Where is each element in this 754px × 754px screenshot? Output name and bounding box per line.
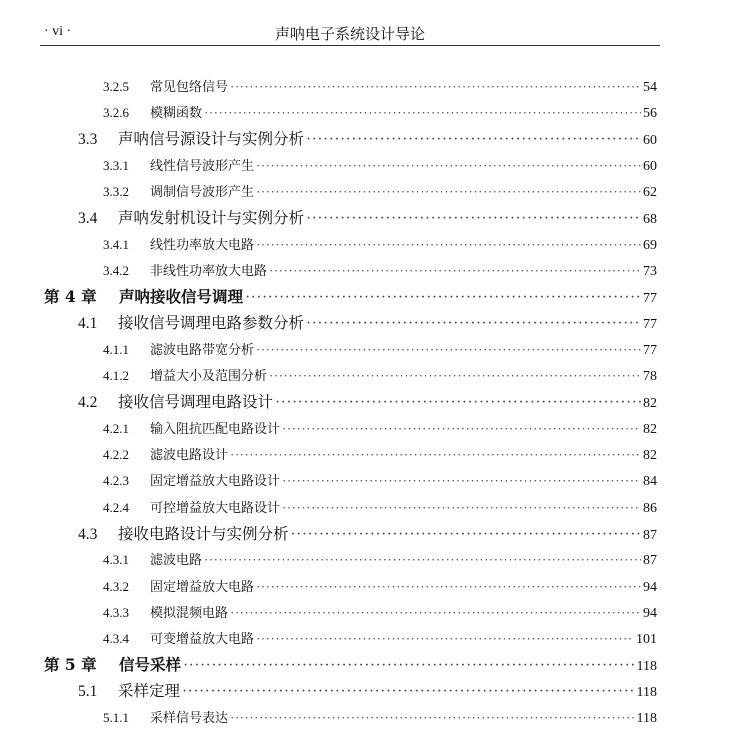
toc-dot-leader [183, 657, 635, 675]
toc-entry [44, 653, 657, 675]
toc-entry [44, 285, 657, 307]
toc-entry [103, 497, 657, 519]
toc-entry [78, 311, 657, 333]
toc-entry-title: 模拟混频电路 [150, 606, 229, 621]
toc-entry-number: 4.3.3 [103, 605, 129, 620]
toc-entry-title: 输入阻抗匹配电路设计 [150, 422, 281, 437]
toc-entry [103, 339, 657, 361]
toc-dot-leader [230, 79, 641, 95]
toc-entry-title: 调制信号波形产生 [150, 185, 255, 200]
toc-entry-title: 声呐接收信号调理 [119, 287, 244, 306]
toc-entry [78, 206, 657, 228]
toc-dot-leader [256, 631, 634, 647]
toc-entry-number: 第 5 章 [44, 655, 97, 674]
toc-entry-page: 118 [636, 659, 657, 674]
toc-entry-page: 82 [643, 396, 657, 411]
toc-entry [103, 444, 657, 466]
toc-entry [78, 679, 657, 701]
toc-dot-leader [256, 342, 641, 358]
toc-entry [103, 260, 657, 282]
toc-entry-title: 模糊函数 [150, 106, 203, 121]
toc-entry-page: 77 [643, 317, 657, 332]
toc-dot-leader [256, 579, 641, 595]
toc-entry-page: 82 [643, 422, 657, 437]
toc-entry [103, 549, 657, 571]
toc-dot-leader [269, 263, 641, 279]
toc-entry-title: 滤波电路设计 [150, 448, 229, 463]
toc-entry-number: 3.3.1 [103, 158, 129, 173]
toc-entry-title: 接收电路设计与实例分析 [118, 525, 289, 543]
toc-entry-number: 4.2.4 [103, 500, 129, 515]
toc-entry-number: 3.4.1 [103, 237, 129, 252]
toc-entry-number: 4.3.4 [103, 631, 129, 646]
toc-entry-page: 78 [643, 369, 657, 384]
toc-entry-page: 60 [643, 159, 657, 174]
toc-dot-leader [204, 552, 641, 568]
toc-dot-leader [282, 473, 641, 489]
toc-dot-leader [306, 315, 641, 333]
toc-entry-number: 4.1 [78, 315, 98, 332]
toc-entry-page: 94 [643, 606, 657, 621]
toc-dot-leader [230, 710, 635, 726]
toc-entry-number: 5.1.1 [103, 710, 129, 725]
toc-entry [78, 390, 657, 412]
toc-entry-number: 3.2.6 [103, 105, 129, 120]
toc-dot-leader [204, 105, 641, 121]
toc-entry-number: 4.3 [78, 526, 98, 543]
toc-entry [103, 234, 657, 256]
toc-entry-page: 69 [643, 238, 657, 253]
toc-entry-title: 滤波电路带宽分析 [150, 343, 255, 358]
toc-dot-leader [282, 421, 641, 437]
toc-entry-page: 87 [643, 553, 657, 568]
toc-entry-title: 增益大小及范围分析 [150, 369, 268, 384]
toc-entry-page: 73 [643, 264, 657, 279]
toc-entry-title: 滤波电路 [150, 553, 203, 568]
toc-entry [103, 576, 657, 598]
toc-entry-number: 5.1 [78, 683, 98, 700]
header-book-title: 声呐电子系统设计导论 [274, 25, 425, 43]
toc-entry-page: 82 [643, 448, 657, 463]
toc-entry-page: 77 [643, 343, 657, 358]
toc-entry-page: 118 [636, 685, 657, 700]
toc-entry-number: 4.3.2 [103, 579, 129, 594]
toc-entry-number: 3.3.2 [103, 184, 129, 199]
toc-entry [103, 155, 657, 177]
toc-dot-leader [269, 368, 641, 384]
toc-entry [103, 76, 657, 98]
toc-entry-number: 3.2.5 [103, 79, 129, 94]
toc-entry-title: 接收信号调理电路设计 [118, 393, 274, 411]
toc-entry-title: 声呐发射机设计与实例分析 [118, 209, 305, 227]
toc-dot-leader [256, 158, 641, 174]
toc-dot-leader [256, 237, 641, 253]
toc-dot-leader [230, 605, 641, 621]
toc-entry-title: 采样定理 [118, 682, 181, 700]
toc-dot-leader [182, 683, 635, 701]
header-page-number: · vi · [44, 24, 72, 39]
toc-dot-leader [245, 289, 641, 307]
toc-entry [78, 127, 657, 149]
toc-entry-title: 常见包络信号 [150, 80, 229, 95]
toc-entry-number: 4.2 [78, 394, 98, 411]
toc-entry-number: 4.2.1 [103, 421, 129, 436]
toc-entry [103, 628, 657, 650]
toc-entry-page: 60 [643, 133, 657, 148]
toc-entry-page: 94 [643, 580, 657, 595]
toc-entry-number: 3.4.2 [103, 263, 129, 278]
toc-entry-title: 声呐信号源设计与实例分析 [118, 130, 305, 148]
toc-entry [103, 102, 657, 124]
toc-entry-title: 可控增益放大电路设计 [150, 501, 281, 516]
toc-dot-leader [306, 131, 641, 149]
toc-entry-number: 4.1.2 [103, 368, 129, 383]
toc-entry-page: 54 [643, 80, 657, 95]
toc-entry-page: 56 [643, 106, 657, 121]
toc-entry [103, 470, 657, 492]
toc-dot-leader [306, 210, 641, 228]
toc-entry [78, 522, 657, 544]
toc-entry-page: 62 [643, 185, 657, 200]
toc-entry-title: 固定增益放大电路设计 [150, 474, 281, 489]
toc-entry-title: 采样信号表达 [150, 711, 229, 726]
toc-dot-leader [230, 447, 641, 463]
toc-entry-title: 线性信号波形产生 [150, 159, 255, 174]
toc-dot-leader [275, 394, 641, 412]
toc-entry-page: 87 [643, 528, 657, 543]
toc-entry-number: 3.4 [78, 210, 98, 227]
toc-entry [103, 707, 657, 729]
toc-entry-page: 118 [636, 711, 657, 726]
toc-dot-leader [291, 526, 641, 544]
toc-entry [103, 418, 657, 440]
toc-entry-page: 77 [643, 291, 657, 306]
toc-entry [103, 181, 657, 203]
toc-entry [103, 365, 657, 387]
toc-entry-page: 86 [643, 501, 657, 516]
toc-dot-leader [256, 184, 641, 200]
toc-entry [103, 602, 657, 624]
toc-entry-number: 4.2.2 [103, 447, 129, 462]
toc-entry-number: 4.2.3 [103, 473, 129, 488]
toc-entry-page: 84 [643, 474, 657, 489]
toc-entry-number: 3.3 [78, 131, 98, 148]
toc-entry-number: 4.1.1 [103, 342, 129, 357]
toc-entry-title: 接收信号调理电路参数分析 [118, 314, 305, 332]
toc-entry-page: 68 [643, 212, 657, 227]
toc-entry-title: 固定增益放大电路 [150, 580, 255, 595]
toc-entry-page: 101 [636, 632, 657, 647]
toc-entry-number: 4.3.1 [103, 552, 129, 567]
toc-dot-leader [282, 500, 641, 516]
toc-entry-title: 信号采样 [119, 655, 182, 674]
toc-entry-title: 线性功率放大电路 [150, 238, 255, 253]
toc-entry-title: 可变增益放大电路 [150, 632, 255, 647]
toc-entry-title: 非线性功率放大电路 [150, 264, 268, 279]
toc-entry-number: 第 4 章 [44, 287, 97, 306]
